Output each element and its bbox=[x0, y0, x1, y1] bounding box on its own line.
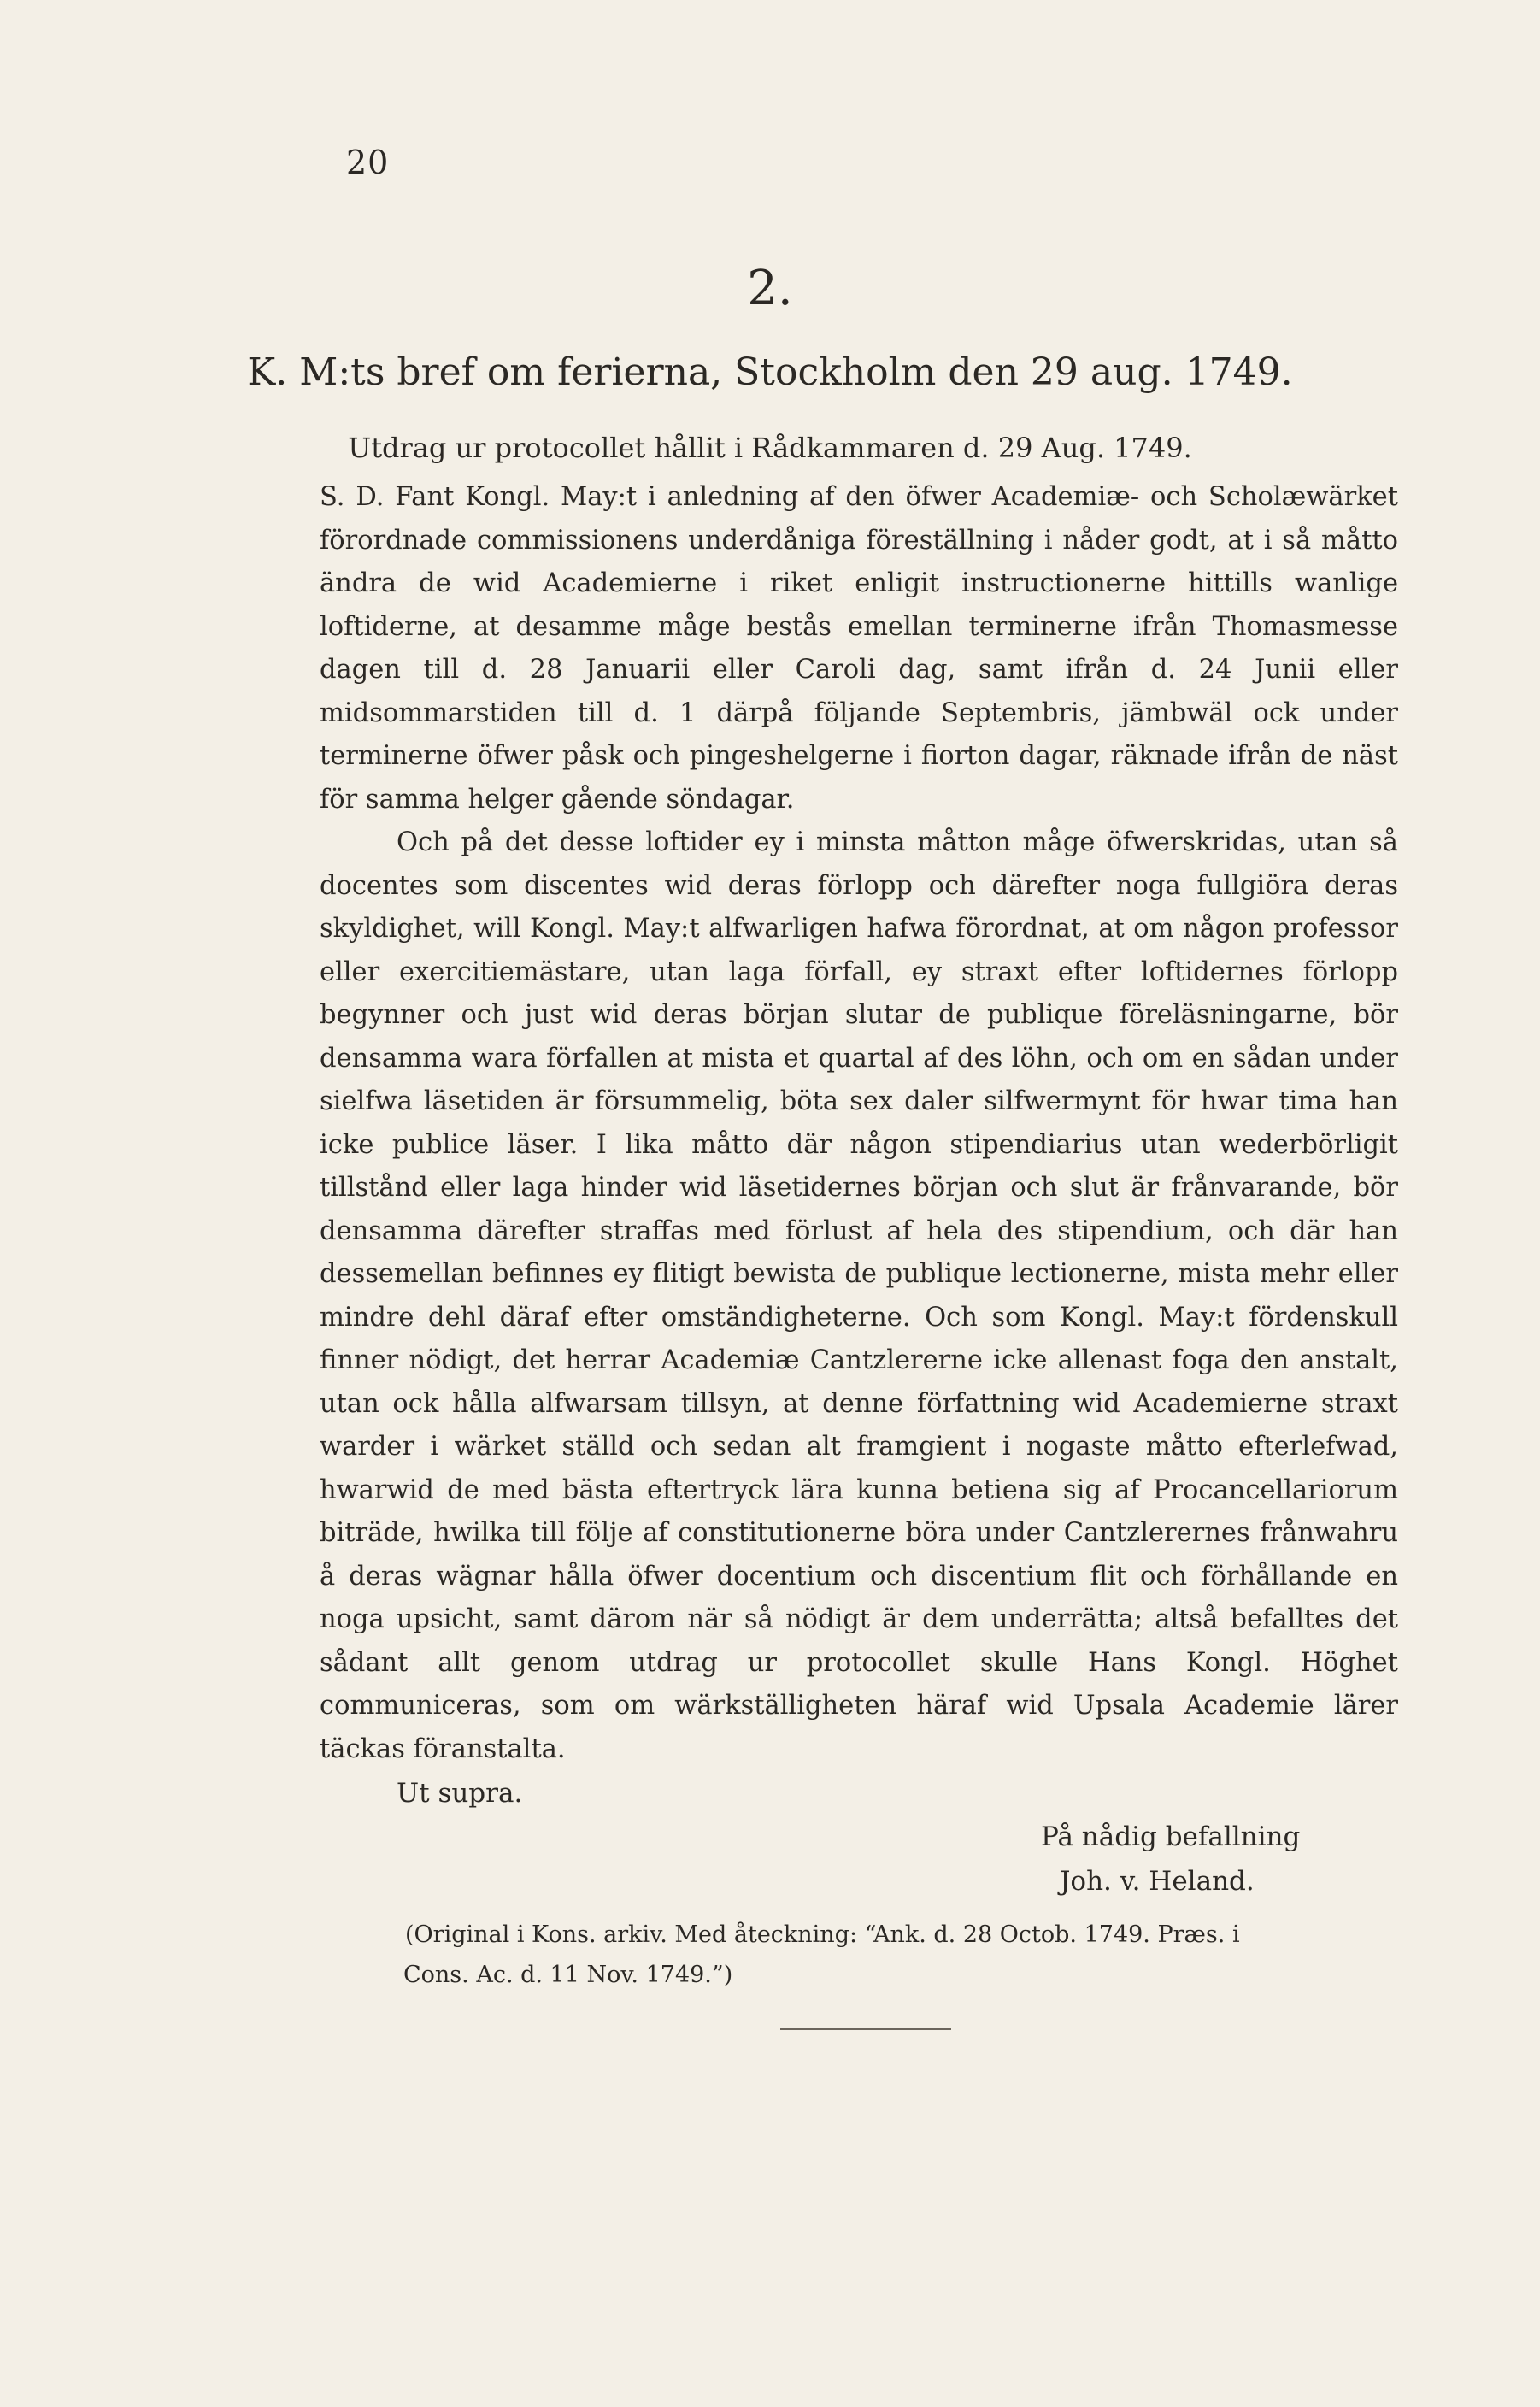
archive-note-line: (Original i Kons. arkiv. Med åteckning: “Ank. d. 28 Octob. 1749. Præs. i bbox=[405, 1921, 1240, 1948]
signature-name: Joh. v. Heland. bbox=[1060, 1866, 1255, 1897]
page-number: 20 bbox=[346, 144, 390, 181]
document-title: K. M:ts bref om ferierna, Stockholm den 29 aug. 1749. bbox=[247, 350, 1293, 394]
document-subtitle: Utdrag ur protocollet hållit i Rådkammaren d. 29 Aug. 1749. bbox=[348, 432, 1192, 464]
closing-phrase: Ut supra. bbox=[397, 1778, 523, 1809]
signature-line: På nådig befallning bbox=[1041, 1821, 1301, 1852]
document-number: 2. bbox=[747, 261, 793, 316]
archive-note-line: Cons. Ac. d. 11 Nov. 1749.”) bbox=[403, 1962, 733, 1988]
paragraph: Och på det desse loftider ey i minsta måtton måge öfwerskridas, utan så docentes som discentes wid deras förlopp och därefter noga fullgiöra deras skyldighet, will Kongl. May:t alfwarligen hafwa förordnat, at om någon professor eller exercitiemästare, utan laga förfall, ey straxt efter loftidernes förlopp begynner och just wid deras början slutar de publique föreläsningarne, bör densamma wara förfallen at mista et quartal af des löhn, och om en sådan under sielfwa läsetiden är försummelig, böta sex daler silfwermynt för hwar tima han icke publice läser. I lika måtto där någon stipendiarius utan wederbörligit tillstånd eller laga hinder wid läsetidernes början och slut är frånvarande, bör densamma därefter straffas med förlust af hela des stipendium, och där han dessemellan befinnes ey flitigt bewista de publique lectionerne, mista mehr eller mindre dehl däraf efter omständigheterne. Och som Kongl. May:t fördenskull finner nödigt, det herrar Academiæ Cantzlererne icke allenast foga den anstalt, utan ock hålla alfwarsam tillsyn, at denne författning wid Academierne straxt warder i wärket ställd och sedan alt framgient i nogaste måtto efterlefwad, hwarwid de med bästa eftertryck lära kunna betiena sig af Procancellariorum biträde, hwilka till följe af constitutionerne böra under Cantzlerernes frånwahru å deras wägnar hålla öfwer docentium och discentium flit och förhållande en noga upsicht, samt därom när så nödigt är dem underrätta; altså befalltes det sådant allt genom utdrag ur protocollet skulle Hans Kongl. Höghet communiceras, som om wärkställigheten häraf wid Upsala Academie lärer täckas föranstalta. bbox=[320, 827, 1398, 1764]
divider bbox=[780, 2028, 951, 2030]
body-text bbox=[320, 476, 1398, 1771]
paragraph: S. D. Fant Kongl. May:t i anledning af den öfwer Academiæ- och Scholæwärket förordnade commissionens underdåniga föreställning i nåder godt, at i så måtto ändra de wid Academierne i riket enligit instructionerne hittills wanlige loftiderne, at desamme måge bestås emellan terminerne ifrån Thomasmesse dagen till d. 28 Januarii eller Caroli dag, samt ifrån d. 24 Junii eller midsommarstiden till d. 1 därpå följande Septembris, jämbwäl ock under terminerne öfwer påsk och pingeshelgerne i fiorton dagar, räknade ifrån de näst för samma helger gående söndagar. bbox=[320, 482, 1398, 815]
archive-note bbox=[405, 1915, 1412, 1995]
